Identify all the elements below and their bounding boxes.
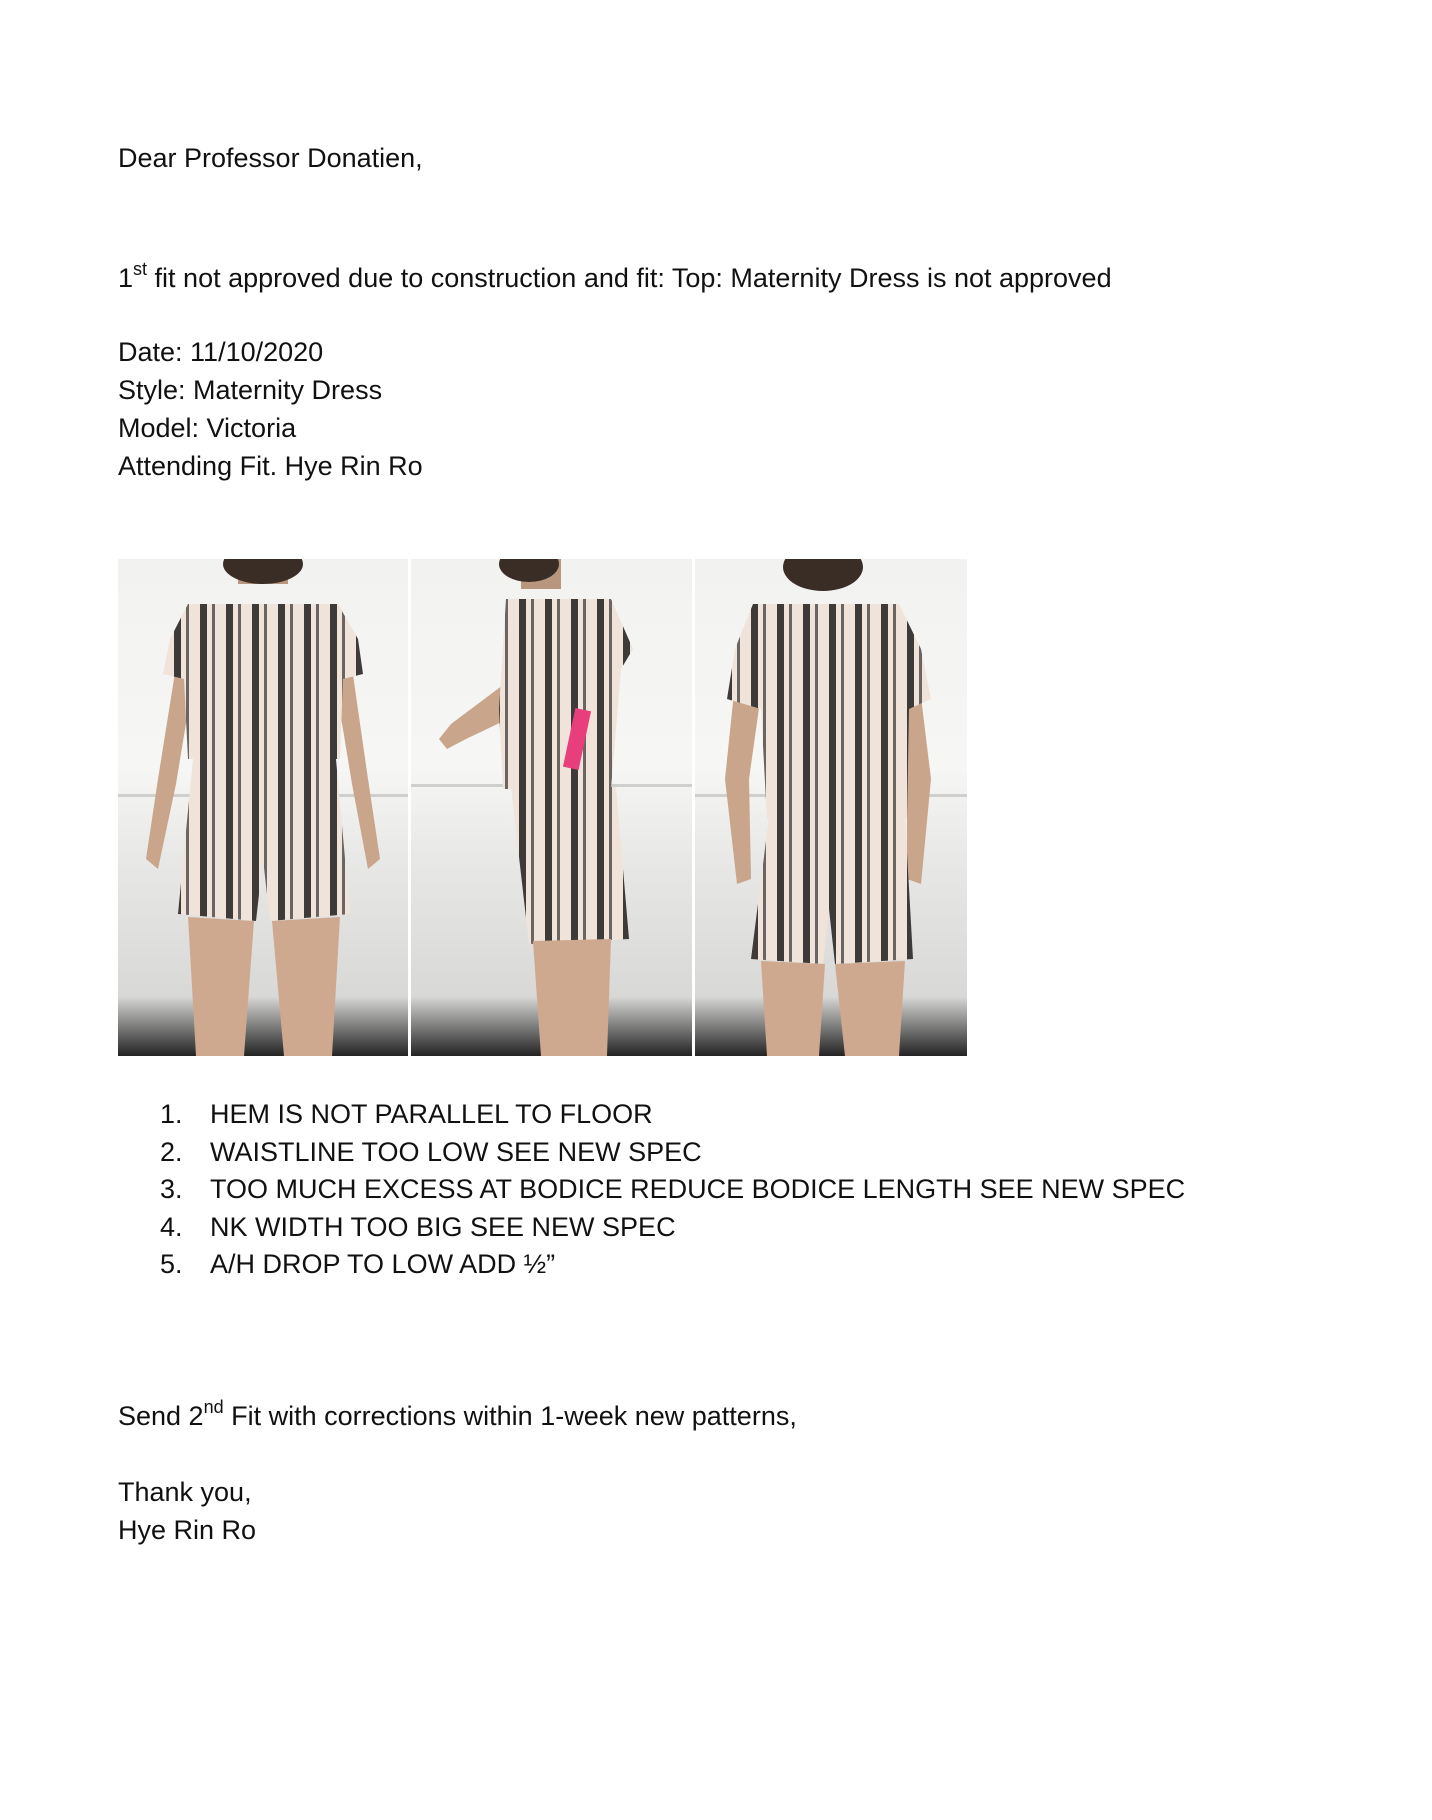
instruction-prefix: Send 2 — [118, 1401, 204, 1431]
fit-status-text: fit not approved due to construction and fit: Top: Maternity Dress is not approved — [147, 263, 1112, 293]
signature: Hye Rin Ro — [118, 1515, 257, 1545]
instruction-text: Fit with corrections within 1-week new patterns, — [223, 1401, 797, 1431]
correction-number: 2. — [160, 1136, 183, 1167]
correction-number: 3. — [160, 1174, 183, 1204]
detail-attending: Attending Fit. Hye Rin Ro — [118, 451, 423, 481]
fit-status-line — [118, 260, 1112, 296]
fit-number: 1 — [118, 263, 134, 293]
correction-item — [160, 1134, 1185, 1172]
correction-item — [160, 1209, 1185, 1247]
second-fit-instruction — [118, 1398, 797, 1434]
back-view-photo — [695, 559, 967, 1056]
greeting: Dear Professor Donatien, — [118, 143, 423, 173]
correction-text: NK WIDTH TOO BIG SEE NEW SPEC — [210, 1211, 676, 1242]
fit-photo-strip — [118, 559, 967, 1056]
correction-number: 5. — [160, 1249, 183, 1279]
correction-item — [160, 1246, 1185, 1284]
correction-text: TOO MUCH EXCESS AT BODICE REDUCE BODICE LENGTH SEE NEW SPEC — [210, 1174, 1186, 1204]
correction-text: WAISTLINE TOO LOW SEE NEW SPEC — [210, 1136, 702, 1167]
detail-model: Model: Victoria — [118, 413, 297, 443]
fit-ordinal-suffix: st — [133, 259, 148, 279]
correction-text: A/H DROP TO LOW ADD ½” — [210, 1249, 556, 1279]
front-view-photo — [118, 559, 408, 1056]
detail-date: Date: 11/10/2020 — [118, 337, 324, 367]
closing: Thank you, — [118, 1477, 252, 1507]
instruction-ordinal-suffix: nd — [203, 1397, 224, 1417]
corrections-list — [160, 1096, 1185, 1284]
side-view-photo — [411, 559, 692, 1056]
correction-text: HEM IS NOT PARALLEL TO FLOOR — [210, 1099, 653, 1129]
detail-style: Style: Maternity Dress — [118, 375, 383, 405]
correction-number: 1. — [160, 1099, 183, 1129]
correction-number: 4. — [160, 1211, 183, 1242]
correction-item — [160, 1096, 1185, 1134]
correction-item — [160, 1171, 1185, 1209]
